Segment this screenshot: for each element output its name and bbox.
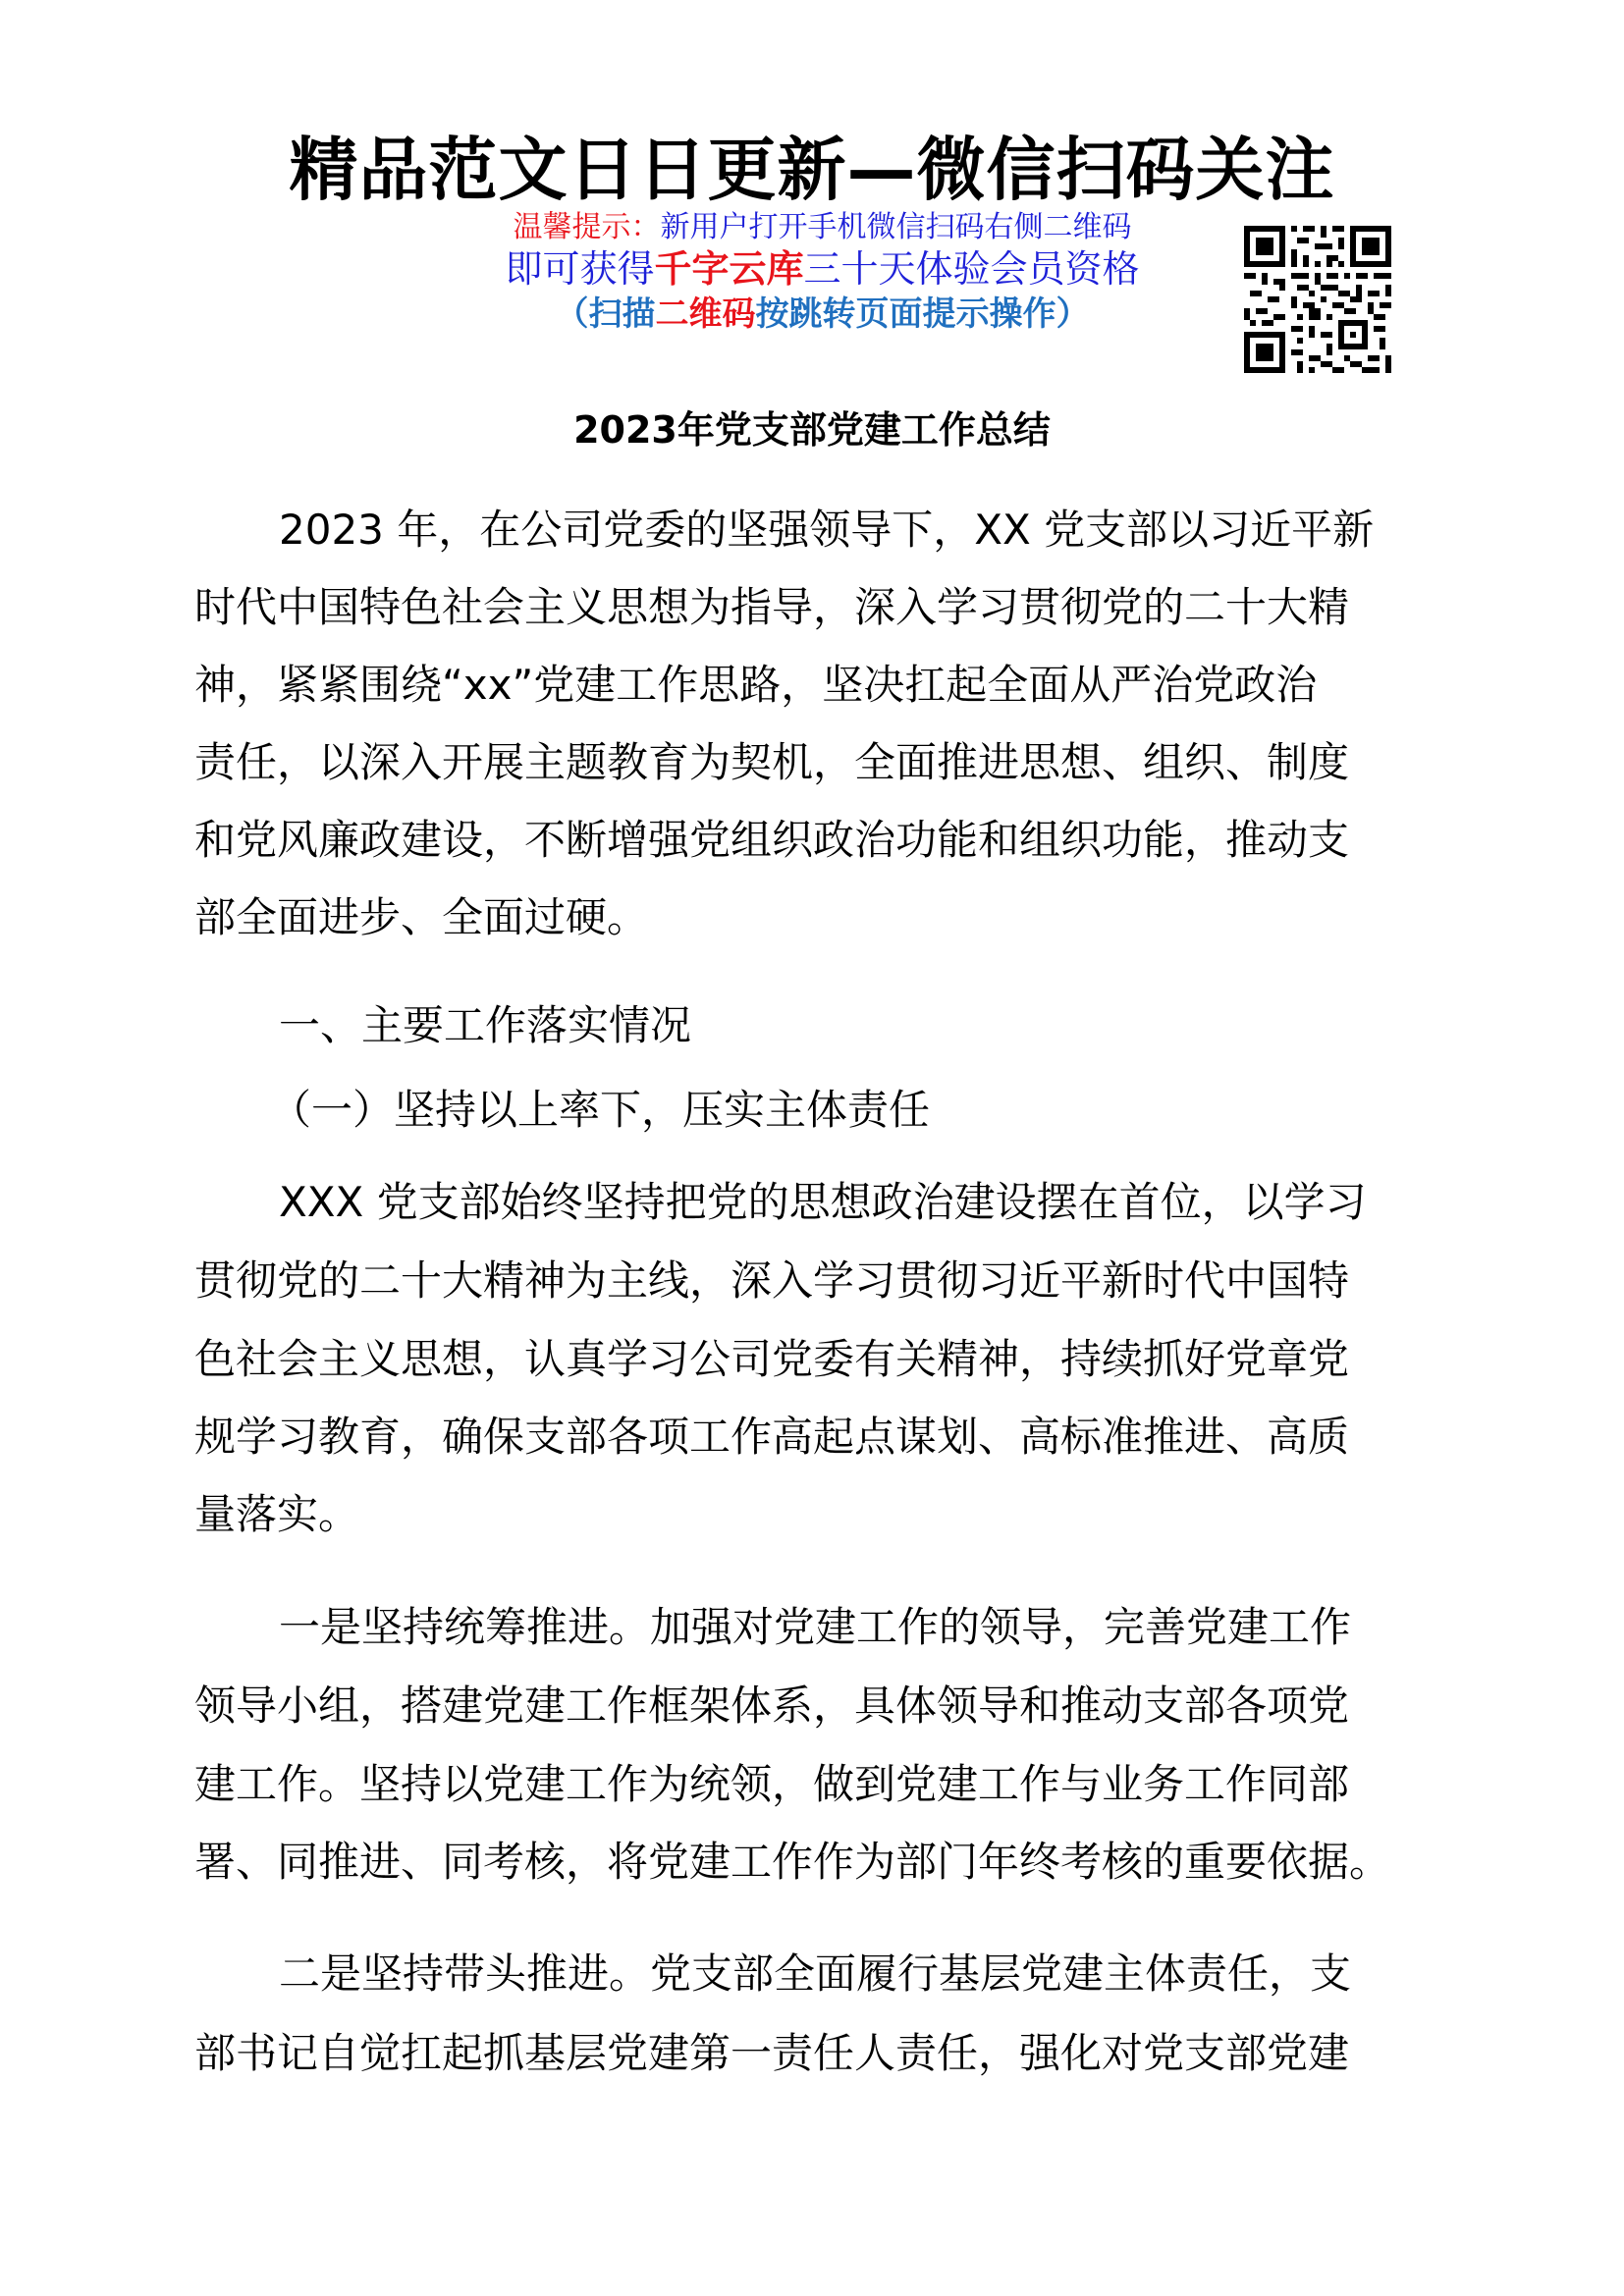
tip2-after: 三十天体验会员资格 (803, 247, 1140, 291)
body-line: 建工作。坚持以党建工作为统领，做到党建工作与业务工作同部 (194, 1760, 1350, 1808)
body-line: 规学习教育，确保支部各项工作高起点谋划、高标准推进、高质 (194, 1413, 1350, 1461)
banner-title: 精品范文日日更新—微信扫码关注 (289, 130, 1335, 210)
body-line: 和党风廉政建设，不断增强党组织政治功能和组织功能，推动支 (194, 816, 1350, 864)
section-heading: 一、主要工作落实情况 (279, 1001, 692, 1049)
body-line: 领导小组，搭建党建工作框架体系，具体领导和推动支部各项党 (194, 1682, 1350, 1730)
body-line: 部全面进步、全面过硬。 (194, 893, 649, 941)
body-line: 2023 年，在公司党委的坚强领导下，XX 党支部以习近平新 (279, 506, 1375, 554)
body-line: 神，紧紧围绕“xx”党建工作思路，坚决扛起全面从严治党政治 (194, 661, 1318, 709)
subsection-heading: （一）坚持以上率下，压实主体责任 (270, 1086, 931, 1134)
body-line: 部书记自觉扛起抓基层党建第一责任人责任，强化对党支部党建 (194, 2029, 1350, 2077)
body-line: 时代中国特色社会主义思想为指导，深入学习贯彻党的二十大精 (194, 583, 1350, 631)
tip3-open: （扫描 (555, 294, 656, 334)
tip-line-3 (461, 293, 1183, 336)
body-line: 量落实。 (194, 1490, 360, 1538)
body-line: 署、同推进、同考核，将党建工作作为部门年终考核的重要依据。 (194, 1838, 1391, 1886)
tip2-before: 即可获得 (505, 247, 655, 291)
document-title: 2023年党支部党建工作总结 (573, 408, 1051, 452)
tip3-after: 按跳转页面提示操作） (755, 294, 1090, 334)
body-line: 责任，以深入开展主题教育为契机，全面推进思想、组织、制度 (194, 738, 1350, 786)
body-line: 贯彻党的二十大精神为主线，深入学习贯彻习近平新时代中国特 (194, 1256, 1350, 1305)
qr-code-icon[interactable] (1244, 226, 1391, 373)
body-line: 色社会主义思想，认真学习公司党委有关精神，持续抓好党章党 (194, 1335, 1350, 1383)
body-line: 一是坚持统筹推进。加强对党建工作的领导，完善党建工作 (279, 1603, 1352, 1651)
body-line: XXX 党支部始终坚持把党的思想政治建设摆在首位，以学习 (279, 1178, 1367, 1226)
body-line: 二是坚持带头推进。党支部全面履行基层党建主体责任，支 (279, 1949, 1352, 1998)
tip-text: 新用户打开手机微信扫码右侧二维码 (660, 210, 1132, 244)
tip-line-1 (461, 208, 1183, 247)
tip3-highlight: 二维码 (655, 294, 756, 334)
tip-line-2 (461, 245, 1183, 293)
tip-label: 温馨提示： (513, 210, 661, 244)
tip2-highlight: 千字云库 (654, 246, 804, 291)
